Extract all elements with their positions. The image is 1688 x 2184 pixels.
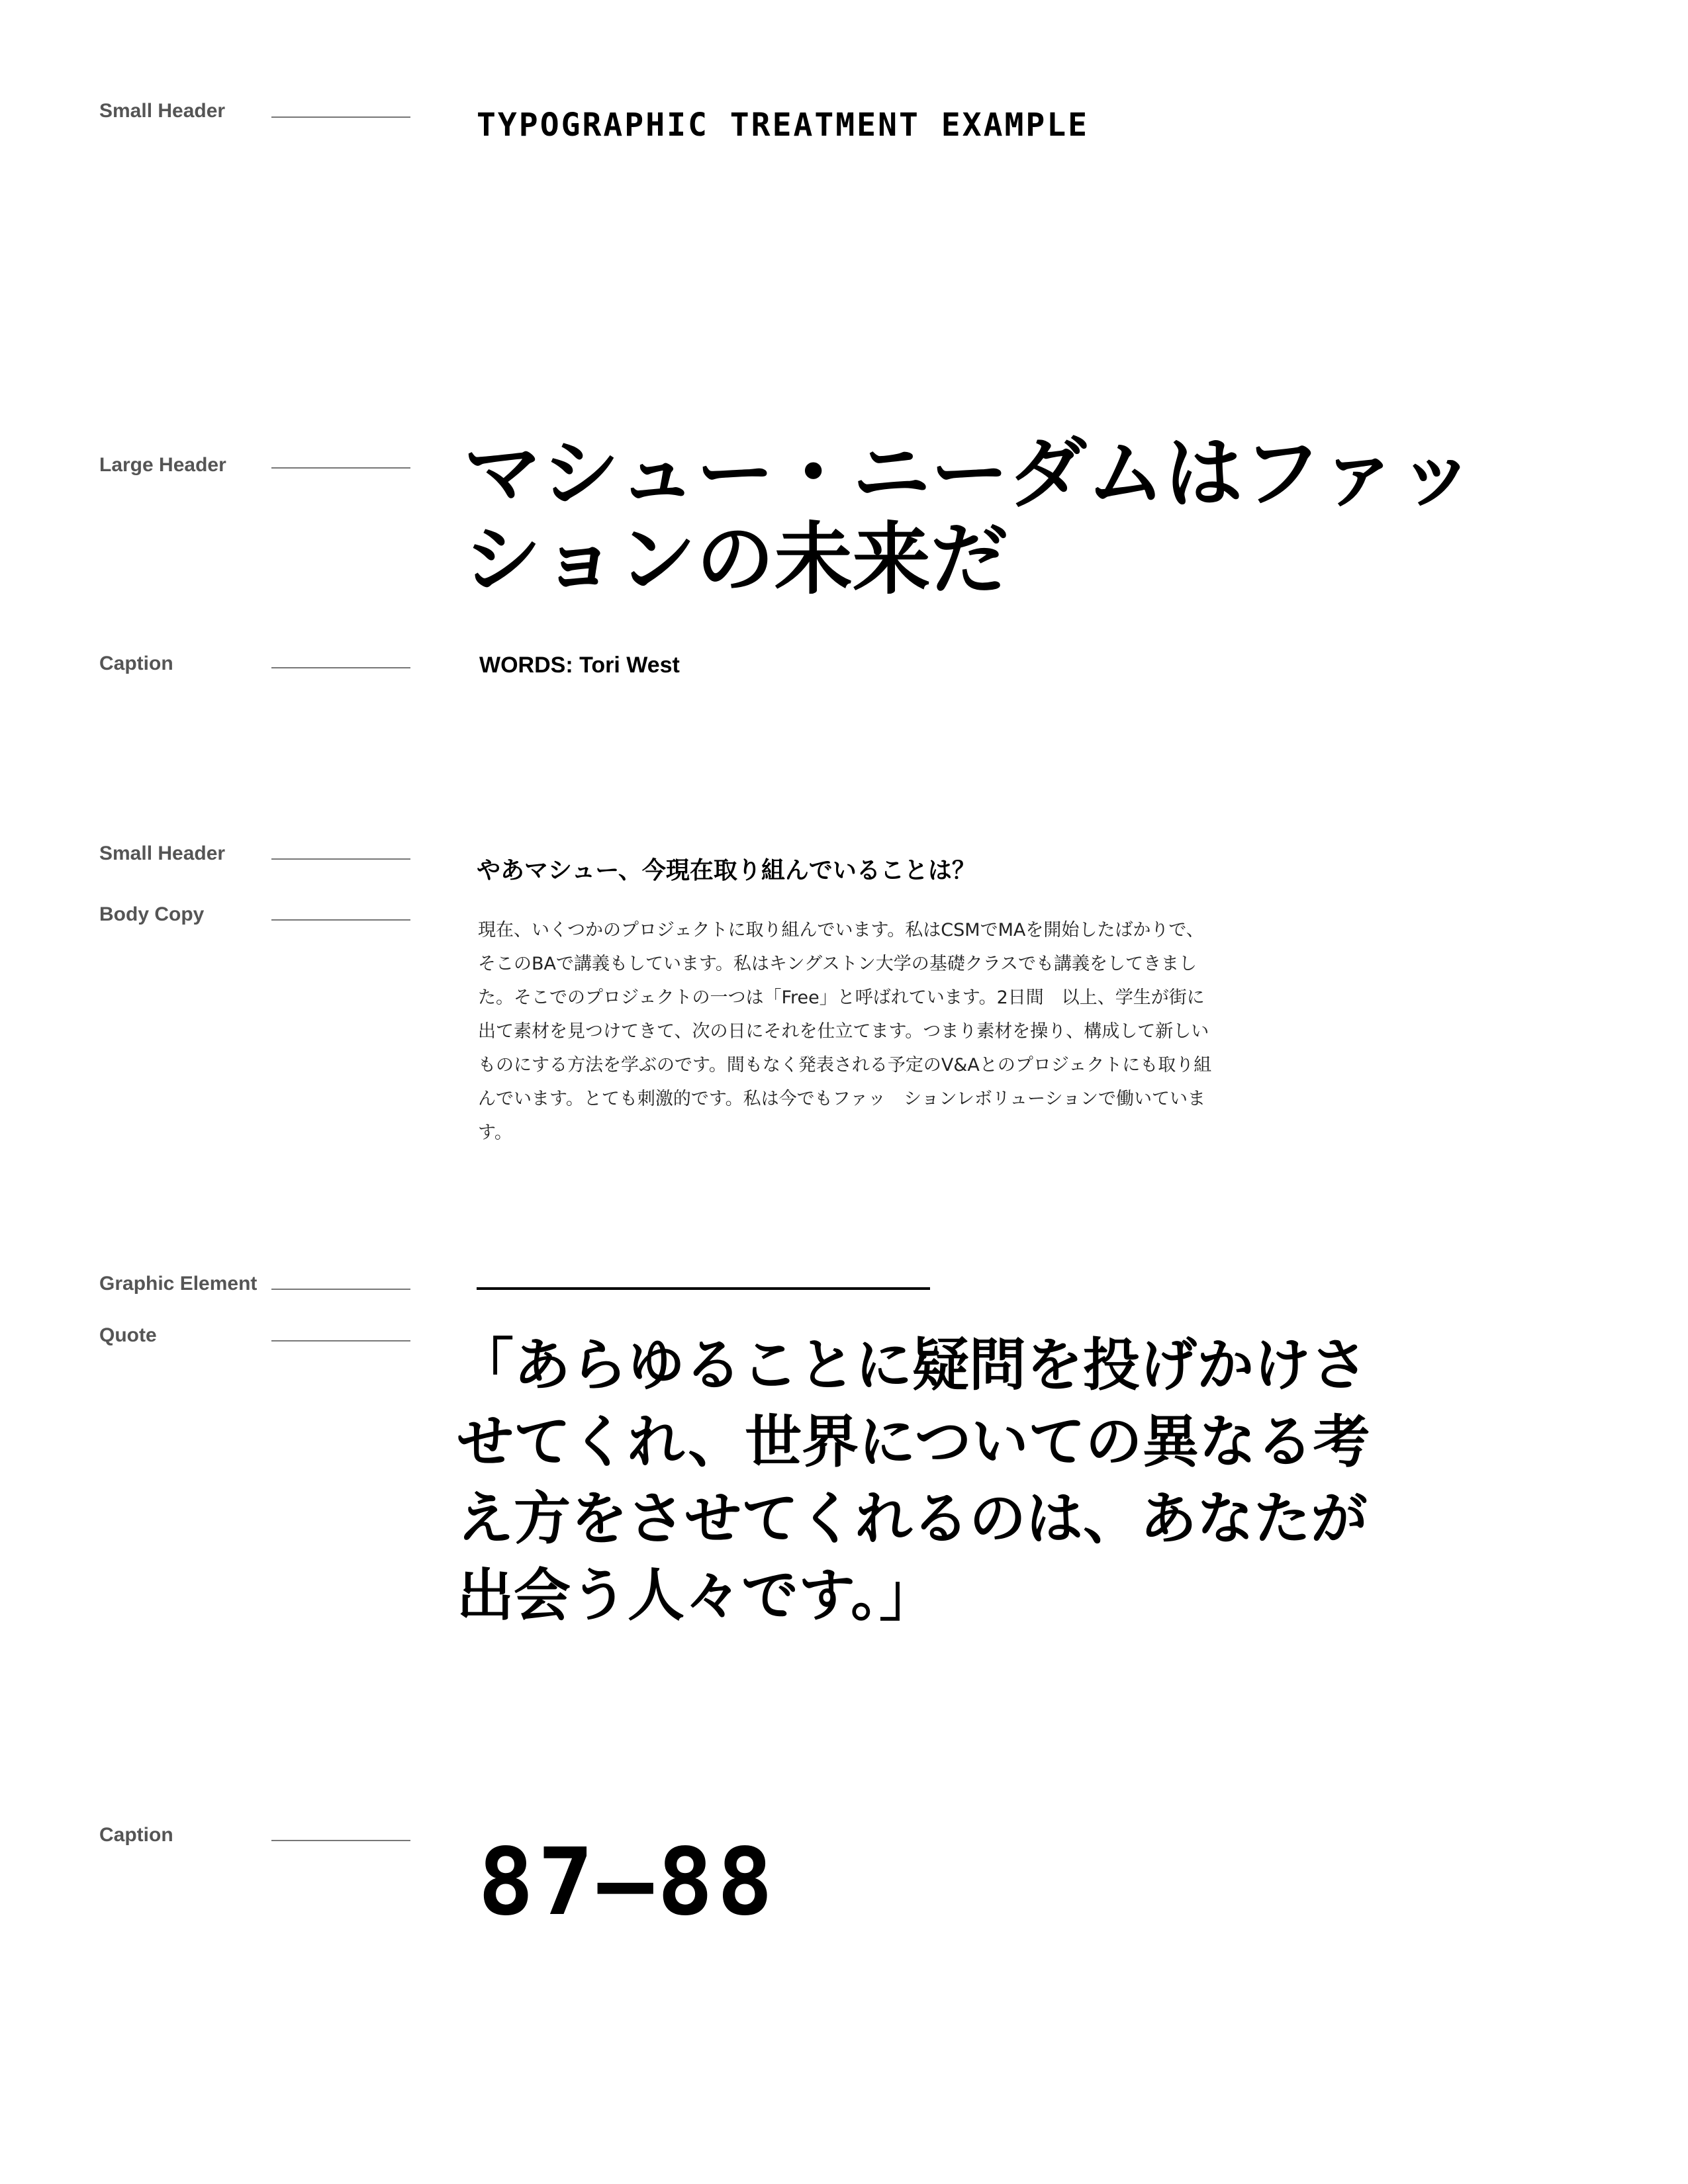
label-quote: Quote xyxy=(99,1324,157,1346)
label-small-header: Small Header xyxy=(99,100,226,122)
label-graphic-element: Graphic Element xyxy=(99,1273,258,1295)
large-header: マシュー・ニーダムはファッションの未来だ xyxy=(463,427,1476,605)
label-rule xyxy=(271,919,410,921)
label-rule xyxy=(271,1340,410,1342)
label-body-copy: Body Copy xyxy=(99,903,205,925)
label-caption: Caption xyxy=(99,653,173,674)
label-large-header: Large Header xyxy=(99,454,226,476)
label-rule xyxy=(271,1289,410,1290)
pull-quote: 「あらゆることに疑問を投げかけさせてくれ、世界についての異なる考え方をさせてくれるのは、あなたが出会う人々です。」 xyxy=(457,1332,1370,1629)
byline-caption: WORDS: Tori West xyxy=(479,653,680,678)
years-caption: 87–88 xyxy=(478,1829,777,1936)
label-rule xyxy=(271,858,410,860)
label-rule xyxy=(271,467,410,469)
display-title: TYPOGRAPHIC TREATMENT EXAMPLE xyxy=(477,107,1090,144)
label-small-header: Small Header xyxy=(99,842,226,864)
label-rule xyxy=(271,667,410,668)
label-caption: Caption xyxy=(99,1824,173,1846)
label-rule xyxy=(271,1840,410,1841)
body-copy: 現在、いくつかのプロジェクトに取り組んでいます。私はCSMでMAを開始したばかりで、そこのBAで講義もしています。私はキングストン大学の基礎クラスでも講義をしてきました。そこでのプロジェクトの一つは「Free」と呼ばれています。2日間 以上、学生が街に出て素材を見つけてきて、次の日にそれを仕立てます。つまり素材を操り、構成して新しいものにする方法を学ぶのです。間もなく発表される予定のV&Aとのプロジェクトにも取り組んでいます。とても刺激的です。私は今でもファッ ションレボリューションで働いています。 xyxy=(478,920,1212,1143)
label-rule xyxy=(271,116,410,118)
question-header: やあマシュー、今現在取り組んでいることは？ xyxy=(477,856,976,884)
graphic-element-line xyxy=(477,1287,930,1290)
